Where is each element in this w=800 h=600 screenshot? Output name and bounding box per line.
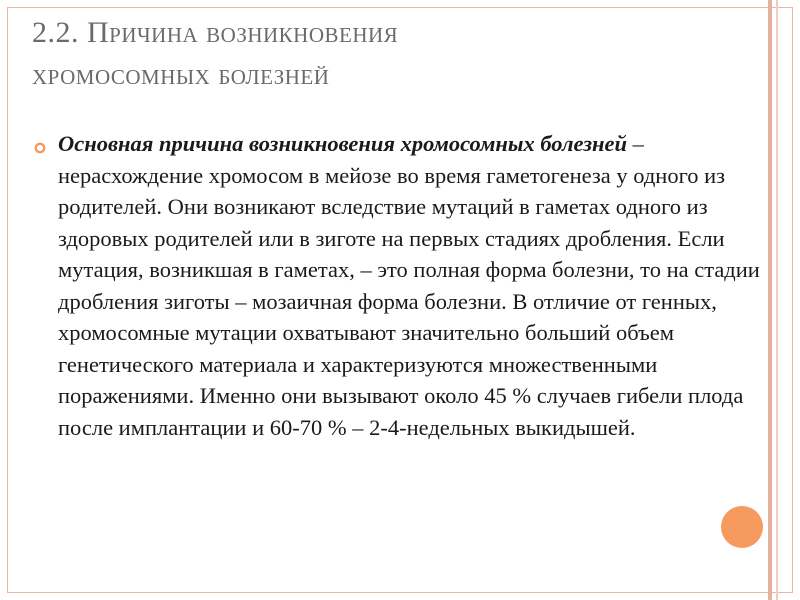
bullet-paragraph (58, 128, 768, 443)
decorative-strip (768, 0, 772, 600)
slide-title-line2: хромосомных болезней (32, 58, 330, 91)
bullet-body-text: – нерасхождение хромосом в мейозе во время гаметогенеза у одного из родителей. Они возникают вследствие мутаций в гаметах одного из здоровых родителей или в зиготе на первых стадиях дробления. Если мутация, возникшая в гаметах, – это полная форма болезни, то на стадии дробления зиготы – мозаичная форма болезни. В отличие от генных, хромосомные мутации охватывают значительно больший объем генетического материала и характеризуются множественными поражениями. Именно они вызывают около 45 % случаев гибели плода после имплантации и 60-70 % – 2-4-недельных выкидышей. (58, 131, 760, 440)
decorative-strip-thin (776, 0, 778, 600)
slide-title (32, 12, 752, 96)
ring-bullet-icon (34, 142, 46, 154)
orange-circle-decoration (721, 506, 763, 548)
bullet-lead-text: Основная причина возникновения хромосомных болезней (58, 131, 627, 156)
slide-title-line1: 2.2. Причина возникновения (32, 16, 399, 49)
